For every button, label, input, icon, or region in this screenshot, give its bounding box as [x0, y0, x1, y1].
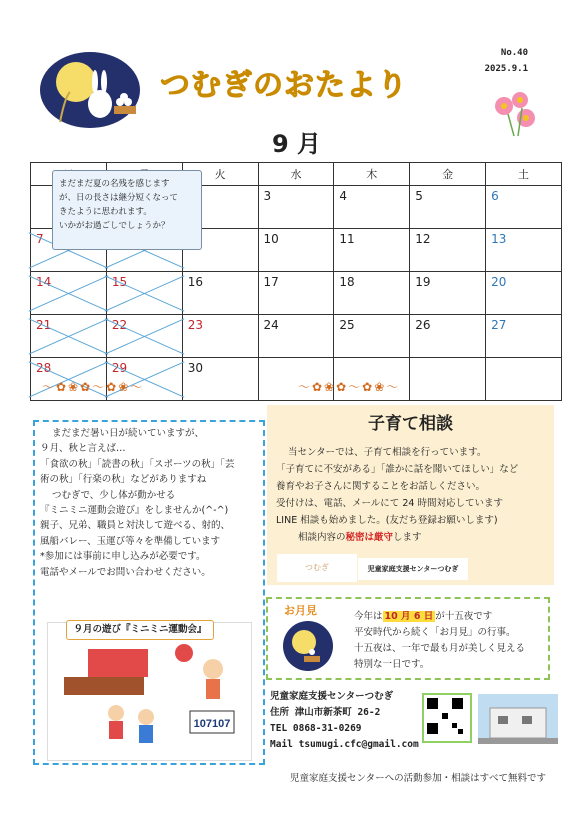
calendar-date-number: 30: [187, 361, 203, 375]
tsumugi-logo: つむぎ: [277, 554, 357, 582]
qr-code-icon[interactable]: [422, 693, 472, 743]
autumn-leaf-divider-right: 〜✿❀✿〜✿❀〜: [298, 380, 401, 394]
calendar-day-header: 金: [410, 163, 486, 186]
autumn-leaf-divider-left: 〜✿❀✿〜✿❀〜: [42, 380, 145, 394]
play-label: ９月の遊び『ミニミニ運動会』: [66, 620, 214, 640]
calendar-day-closed: [31, 315, 107, 358]
org-name-tag: 児童家庭支援センターつむぎ: [358, 558, 468, 580]
calendar-day: [334, 186, 410, 229]
activities-line: *参加には事前に申し込みが必要です。: [40, 551, 206, 563]
calendar-day-closed: [31, 272, 107, 315]
calendar-day: [258, 229, 334, 272]
secret-line: 相談内容の秘密は厳守します: [298, 532, 422, 543]
newsletter-title: つむぎのおたより: [160, 68, 408, 103]
calendar-day-header: 火: [182, 163, 258, 186]
calendar-date-number: 13: [491, 232, 507, 246]
calendar-date-number: 3: [263, 189, 272, 203]
calendar-day-header: 木: [334, 163, 410, 186]
calendar-day: [182, 315, 258, 358]
calendar-date-number: 5: [415, 189, 423, 203]
bubble-line: が、日の長さは継分短くなって: [59, 193, 179, 203]
moon-date-highlight: 10 月 6 日: [384, 611, 434, 622]
activities-line: 親子、兄弟、職員と対決して遊べる、射的、: [40, 520, 231, 532]
calendar-date-number: 22: [111, 318, 128, 332]
calendar-week-row: [31, 272, 562, 315]
calendar-week-row: [31, 315, 562, 358]
calendar-date-number: 17: [263, 275, 279, 289]
calendar-day: [486, 358, 562, 401]
moon-line: 平安時代から続く「お月見」の行事。: [354, 627, 516, 638]
activities-line: ９月、秋と言えば…: [40, 443, 126, 455]
calendar-date-number: 24: [263, 318, 279, 332]
org-email[interactable]: Mail tsumugi.cfc@gmail.com: [270, 739, 419, 750]
activities-line: 風船バレー、玉運び等々を準備しています: [40, 535, 221, 547]
calendar-date-number: 7: [36, 232, 44, 246]
issue-number: No.40: [500, 48, 528, 58]
calendar-day: [258, 315, 334, 358]
bubble-line: きたように思われます。: [59, 207, 152, 217]
moon-viewing-label: お月見: [284, 604, 317, 617]
building-photo: [478, 694, 558, 744]
calendar-date-number: 19: [415, 275, 431, 289]
calendar-date-number: 26: [415, 318, 431, 332]
calendar-day: [486, 272, 562, 315]
activities-line: 電話やメールでお問い合わせください。: [40, 566, 211, 578]
consultation-text: [276, 444, 552, 546]
calendar-day: [334, 272, 410, 315]
org-address: 住所 津山市新茶町 26-2: [270, 707, 381, 718]
organization-info: [270, 689, 430, 753]
calendar-date-number: 20: [491, 275, 507, 289]
issue-info: [485, 45, 528, 77]
calendar-date-number: 12: [415, 232, 431, 246]
moon-rabbit-illustration: [40, 52, 140, 128]
sports-day-illustration: [48, 623, 251, 760]
calendar-date-number: 10: [263, 232, 279, 246]
activities-line: まだまだ暑い日が続いていますが、: [52, 428, 205, 439]
calendar-date-number: 18: [339, 275, 355, 289]
month-heading: 9 月: [272, 130, 322, 158]
footer-note: 児童家庭支援センターへの活動参加・相談はすべて無料です: [290, 773, 546, 784]
calendar-day: [182, 358, 258, 401]
calendar-day-header: 土: [486, 163, 562, 186]
calendar-date-number: 23: [187, 318, 203, 332]
activities-line: つむぎで、少し体が動かせる: [52, 489, 176, 501]
activities-line: 『ミニミニ運動会遊び』をしませんか(^-^): [40, 505, 229, 517]
calendar-day: [486, 186, 562, 229]
calendar-date-number: 15: [111, 275, 128, 289]
issue-date: 2025.9.1: [484, 64, 528, 74]
calendar-day: [410, 186, 486, 229]
calendar-day: [486, 315, 562, 358]
consult-line: 「子育てに不安がある」「誰かに話を聞いてほしい」など: [276, 464, 519, 475]
calendar-date-number: 21: [36, 318, 52, 332]
org-name: 児童家庭支援センターつむぎ: [270, 691, 394, 702]
calendar-day: [258, 272, 334, 315]
moon-text: [354, 609, 550, 673]
calendar-day: [486, 229, 562, 272]
calendar-day-header: 水: [258, 163, 334, 186]
calendar-day: [258, 186, 334, 229]
calendar-date-number: 27: [491, 318, 507, 332]
moon-line: 十五夜は、一年で最も月が美しく見える: [354, 643, 526, 654]
calendar-date-number: 16: [187, 275, 203, 289]
activities-text: [40, 426, 265, 580]
calendar-day-closed: [106, 315, 182, 358]
calendar-day-closed: [106, 272, 182, 315]
cosmos-flower-illustration: [484, 84, 544, 139]
calendar-day: [334, 229, 410, 272]
calendar-day: [410, 229, 486, 272]
score-board: 107107: [193, 718, 231, 730]
activities-line: 術の秋」「行楽の秋」などがありますね: [40, 474, 207, 486]
calendar-date-number: 28: [36, 361, 52, 375]
consult-line: LINE 相談も始めました。(友だち登録お願いします): [276, 515, 498, 526]
calendar-date-number: 11: [339, 232, 355, 246]
consult-line: 養育やお子さんに関することをお話しください。: [276, 481, 486, 492]
calendar-day: [410, 315, 486, 358]
calendar-date-number: 29: [111, 361, 128, 375]
bubble-line: まだまだ夏の名残を感じます: [59, 179, 170, 189]
consultation-title: 子育て相談: [368, 414, 453, 434]
moon-line: 特別な一日です。: [354, 659, 430, 670]
calendar-date-number: 4: [339, 189, 348, 203]
calendar-day: [410, 358, 486, 401]
secret-emphasis: 秘密は厳守: [345, 532, 394, 543]
calendar-date-number: 25: [339, 318, 355, 332]
calendar-date-number: 14: [36, 275, 52, 289]
greeting-bubble: [52, 170, 202, 250]
full-moon-illustration: [280, 620, 336, 672]
play-illustration-area: [47, 622, 252, 761]
moon-date-line: 今年は 10 月 6 日 が十五夜です: [354, 611, 493, 622]
activities-line: 「食欲の秋」「読書の秋」「スポーツの秋」「芸: [40, 458, 235, 470]
calendar-day: [182, 272, 258, 315]
calendar-day: [410, 272, 486, 315]
calendar-date-number: 6: [491, 189, 499, 203]
consult-line: 受付けは、電話、メールにて 24 時間対応しています: [276, 498, 503, 509]
org-phone[interactable]: TEL 0868-31-0269: [270, 723, 362, 734]
calendar-day: [334, 315, 410, 358]
consult-line: 当センターでは、子育て相談を行っています。: [288, 447, 487, 458]
bubble-line: いかがお過ごしでしょうか？: [59, 221, 170, 231]
